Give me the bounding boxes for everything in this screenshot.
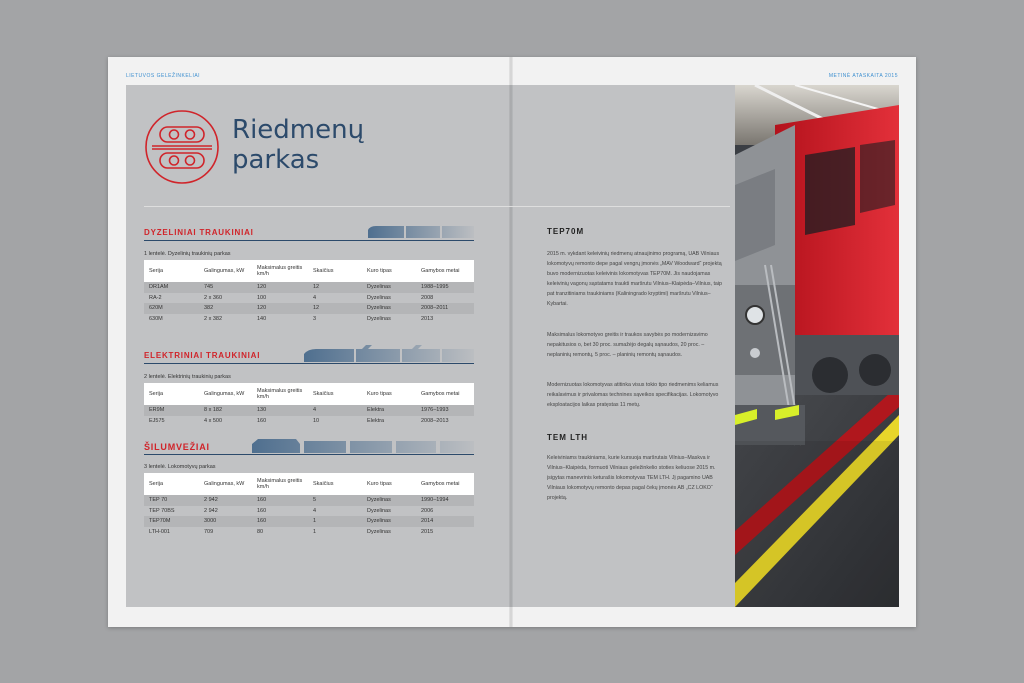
right-page <box>511 57 916 627</box>
cell: 4 <box>308 506 362 517</box>
section-rule-locomotives <box>144 454 474 455</box>
cell: 160 <box>252 506 308 517</box>
table-row <box>144 405 474 416</box>
section-heading-electric: ELEKTRINIAI TRAUKINIAI <box>144 351 261 360</box>
title-line-1: Riedmenų <box>232 115 365 145</box>
cell: 2008–2013 <box>416 416 474 427</box>
cell: ER9M <box>144 405 199 416</box>
table-row <box>144 303 474 314</box>
cell: Elektra <box>362 405 416 416</box>
col-header-power: Galingumas, kW <box>199 473 252 495</box>
table-row <box>144 495 474 506</box>
cell: 2008–2011 <box>416 303 474 314</box>
rolling-stock-wheels-icon <box>144 109 220 185</box>
cell: EJ575 <box>144 416 199 427</box>
cell: 1988–1995 <box>416 282 474 293</box>
cell: 1990–1994 <box>416 495 474 506</box>
paragraph-tep70m-intro: 2015 m. vykdant keleivinių riedmenų atnaujinimo programą, UAB Vilniaus lokomotyvų remonto depe pagal vengrų įmonės „MAV Woodward“ projektą buvo modernizuotas keleivinis lokomotyvas TEP70M. Jis naudojamas keleivinių vagonų sąstatams traukti maršrutu Vilnius–Klaipėda–Vilnius, taip pat tranzitiniams traukiniams (Kaliningrado kryptimi) maršrutu Vilnius–Kybartai. <box>547 251 722 307</box>
cell: 12 <box>308 303 362 314</box>
table-caption-1: 1 lentelė. Dyzelinių traukinių parkas <box>144 251 231 257</box>
cell: 1 <box>308 527 362 538</box>
section-heading-diesel: DYZELINIAI TRAUKINIAI <box>144 228 254 237</box>
running-head-left: LIETUVOS GELEŽINKELIAI <box>126 73 201 79</box>
heading-tep70m: TEP70M <box>547 227 585 236</box>
col-header-power: Galingumas, kW <box>199 383 252 405</box>
col-header-year: Gamybos metai <box>416 473 474 495</box>
cell: 160 <box>252 495 308 506</box>
cell: Dyzelinas <box>362 506 416 517</box>
cell: LTH-001 <box>144 527 199 538</box>
section-heading-locomotives: ŠILUMVEŽIAI <box>144 442 210 452</box>
cell: 120 <box>252 303 308 314</box>
cell: 80 <box>252 527 308 538</box>
table-header-row <box>144 260 474 282</box>
paragraph-tep70m-compliance: Modernizuotas lokomotyvas atitinka visus tokio tipo riedmenims keliamus reikalavimus ir privalomas technines sąveikos specifikacijas. Lokomotyvo eksploatacijos laikas pratęstas 11 metų. <box>547 382 719 408</box>
cell: 100 <box>252 293 308 304</box>
cell: 120 <box>252 282 308 293</box>
cell: DR1AM <box>144 282 199 293</box>
col-header-max-speed: Maksimalus greitis km/h <box>252 473 308 495</box>
cell: 382 <box>199 303 252 314</box>
cell: 3000 <box>199 516 252 527</box>
cell: Dyzelinas <box>362 314 416 325</box>
col-header-year: Gamybos metai <box>416 383 474 405</box>
table-row <box>144 416 474 427</box>
running-head-right: METINĖ ATASKAITA 2015 <box>828 73 898 79</box>
electric-trains-table <box>144 383 474 426</box>
cell: 160 <box>252 516 308 527</box>
brochure-spread <box>108 57 916 627</box>
diesel-train-silhouette <box>366 223 476 239</box>
col-header-count: Skaičius <box>308 473 362 495</box>
cell: 2013 <box>416 314 474 325</box>
cell: 4 <box>308 293 362 304</box>
cell: 2008 <box>416 293 474 304</box>
cell: 2 942 <box>199 495 252 506</box>
table-row <box>144 506 474 517</box>
locomotives-table <box>144 473 474 537</box>
table-header-row <box>144 473 474 495</box>
cell: RA-2 <box>144 293 199 304</box>
cell: 5 <box>308 495 362 506</box>
cell: 1 <box>308 516 362 527</box>
diesel-trains-table <box>144 260 474 324</box>
col-header-power: Galingumas, kW <box>199 260 252 282</box>
center-fold <box>509 57 513 627</box>
cell: TEP70M <box>144 516 199 527</box>
header-divider-line <box>144 206 730 207</box>
table-caption-2: 2 lentelė. Elektrinių traukinių parkas <box>144 374 231 380</box>
col-header-year: Gamybos metai <box>416 260 474 282</box>
page-title <box>232 115 364 175</box>
cell: 709 <box>199 527 252 538</box>
col-header-fuel: Kuro tipas <box>362 383 416 405</box>
col-header-count: Skaičius <box>308 260 362 282</box>
table-row <box>144 282 474 293</box>
cell: Dyzelinas <box>362 303 416 314</box>
col-header-series: Serija <box>144 383 199 405</box>
section-rule-electric <box>144 363 474 364</box>
cell: Dyzelinas <box>362 495 416 506</box>
table-row <box>144 293 474 304</box>
cell: Dyzelinas <box>362 516 416 527</box>
col-header-fuel: Kuro tipas <box>362 260 416 282</box>
col-header-max-speed: Maksimalus greitis km/h <box>252 260 308 282</box>
cell: 140 <box>252 314 308 325</box>
cell: 12 <box>308 282 362 293</box>
table-row <box>144 516 474 527</box>
locomotive-photo <box>735 85 899 607</box>
cell: 2 x 360 <box>199 293 252 304</box>
cell: Dyzelinas <box>362 527 416 538</box>
cell: TEP 70 <box>144 495 199 506</box>
col-header-fuel: Kuro tipas <box>362 473 416 495</box>
cell: TEP 70BS <box>144 506 199 517</box>
cell: 160 <box>252 416 308 427</box>
col-header-count: Skaičius <box>308 383 362 405</box>
col-header-series: Serija <box>144 260 199 282</box>
cell: 10 <box>308 416 362 427</box>
table-caption-3: 3 lentelė. Lokomotyvų parkas <box>144 464 216 470</box>
col-header-max-speed: Maksimalus greitis km/h <box>252 383 308 405</box>
col-header-series: Serija <box>144 473 199 495</box>
heading-tem-lth: TEM LTH <box>547 433 589 442</box>
paragraph-tem-lth: Keleiviniams traukiniams, kurie kursuoja maršrutais Vilnius–Maskva ir Vilnius–Klaipėda, formuoti Vilniaus geležinkelio stoties keliuose 2015 m. įsigytas manevrinis keturašis lokomotyvas TEM LTH. Jį pagamino UAB Vilniaus lokomotyvų remonto depas pagal čekų įmonės AB „CZ LOKO“ projektą. <box>547 455 716 501</box>
cell: 4 <box>308 405 362 416</box>
cell: 630M <box>144 314 199 325</box>
table-header-row <box>144 383 474 405</box>
section-rule-diesel <box>144 240 474 241</box>
cell: 745 <box>199 282 252 293</box>
left-page <box>108 57 511 627</box>
cell: 2006 <box>416 506 474 517</box>
cell: 8 x 182 <box>199 405 252 416</box>
locomotive-silhouette <box>250 436 476 454</box>
paragraph-tep70m-savings: Maksimalus lokomotyvo greitis ir traukos savybės po modernizavimo nepakitusios o, bet 30 proc. sumažėjo degalų sąnaudos, 20 proc. – neplaninių remontų, 5 proc. – planinių remontų sąnaudos. <box>547 332 708 358</box>
electric-train-silhouette <box>302 345 476 363</box>
table-row <box>144 527 474 538</box>
cell: Dyzelinas <box>362 293 416 304</box>
cell: 1976–1993 <box>416 405 474 416</box>
cell: Dyzelinas <box>362 282 416 293</box>
cell: 3 <box>308 314 362 325</box>
cell: 620M <box>144 303 199 314</box>
title-line-2: parkas <box>232 145 320 175</box>
cell: 4 x 500 <box>199 416 252 427</box>
cell: 2014 <box>416 516 474 527</box>
cell: 2 942 <box>199 506 252 517</box>
cell: 130 <box>252 405 308 416</box>
cell: Elektra <box>362 416 416 427</box>
cell: 2015 <box>416 527 474 538</box>
table-row <box>144 314 474 325</box>
cell: 2 x 382 <box>199 314 252 325</box>
